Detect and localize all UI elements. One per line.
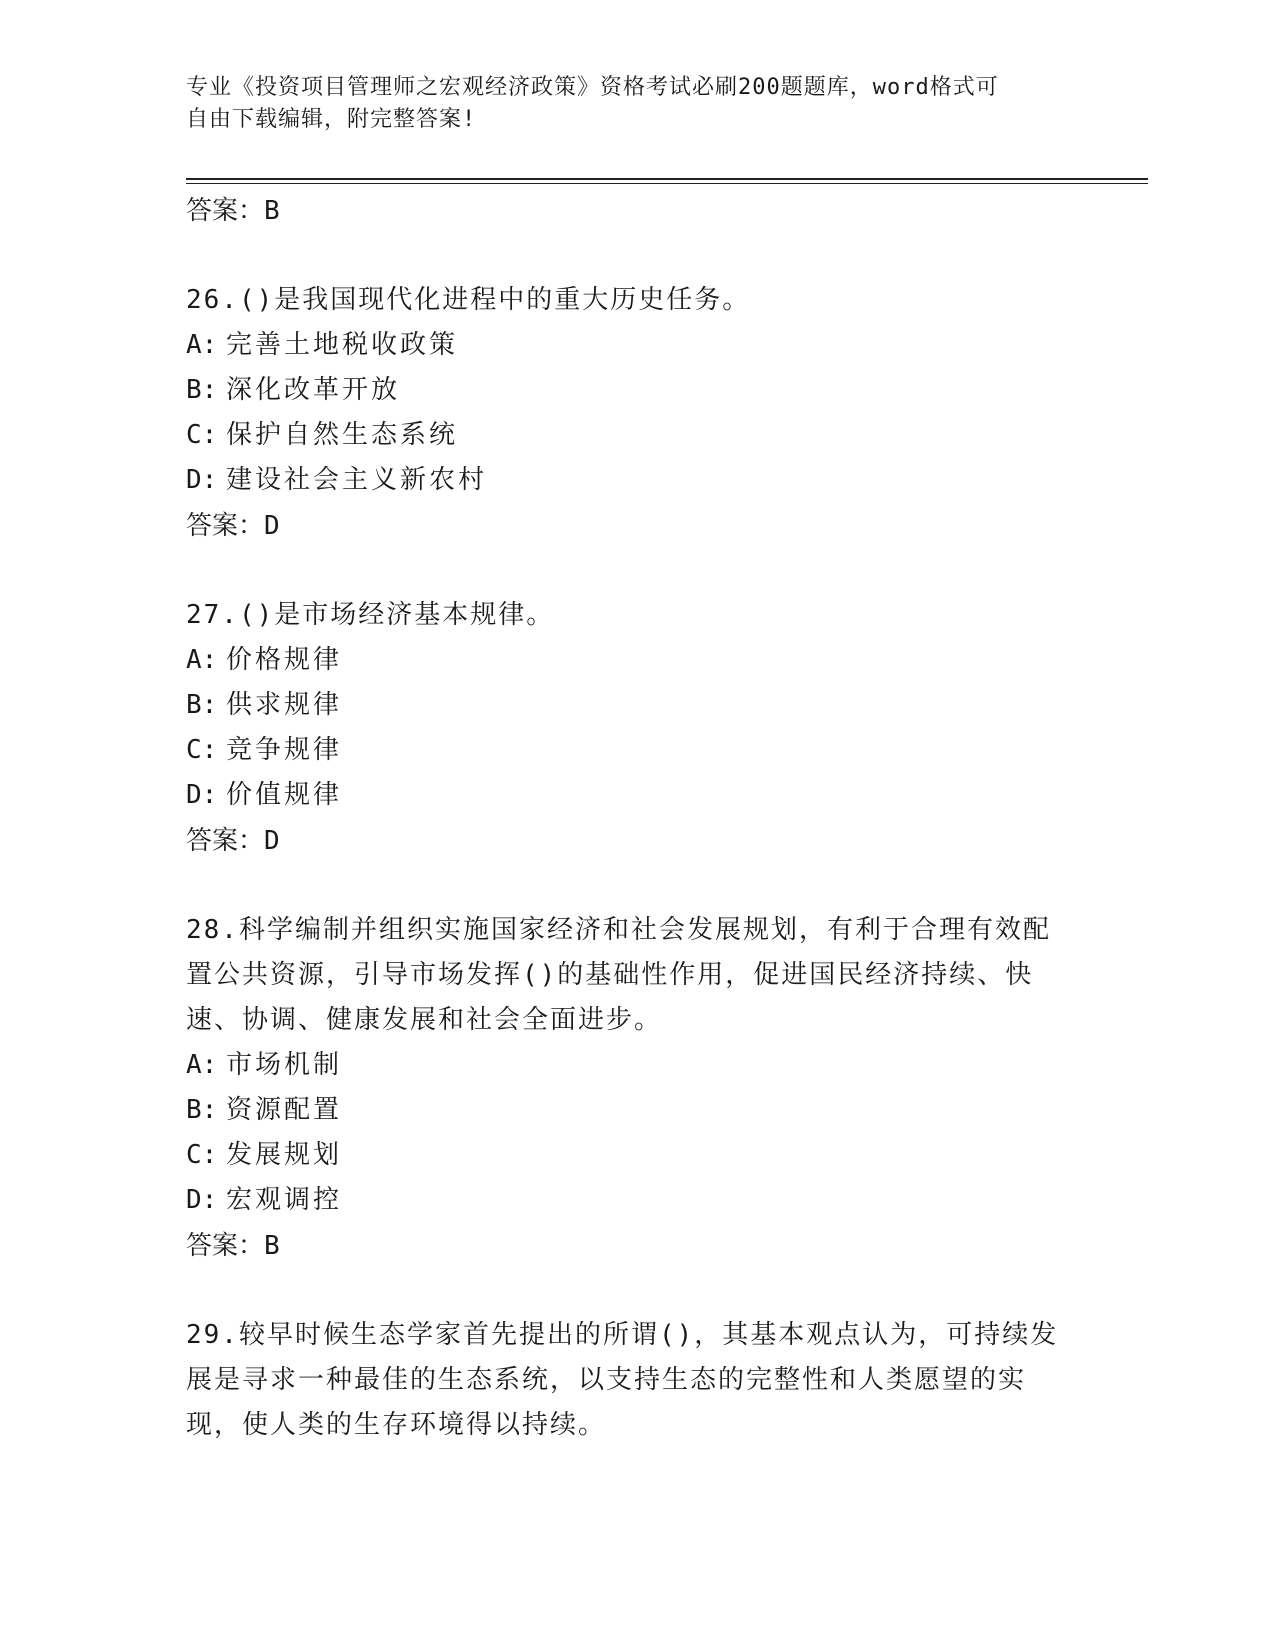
option-text: 价格规律 [226, 645, 343, 675]
question-stem [186, 278, 1086, 323]
question-line: 置公共资源，引导市场发挥()的基础性作用，促进国民经济持续、快 [186, 960, 1034, 990]
option-letter: A: [186, 645, 218, 675]
answer-label: 答案：B [186, 196, 280, 226]
answer-option [186, 1088, 1086, 1133]
option-text: 宏观调控 [226, 1185, 343, 1215]
option-letter: C: [186, 1140, 218, 1170]
option-letter: D: [186, 780, 218, 810]
document-header [186, 72, 1066, 136]
header-line: 自由下载编辑，附完整答案! [186, 107, 477, 132]
answer-option [186, 1178, 1086, 1223]
option-text: 竞争规律 [226, 735, 343, 765]
answer-option [186, 728, 1086, 773]
header-divider [186, 178, 1148, 180]
question-line: 26.()是我国现代化进程中的重大历史任务。 [186, 285, 751, 315]
option-text: 市场机制 [226, 1050, 343, 1080]
option-letter: D: [186, 465, 218, 495]
answer-option [186, 323, 1086, 368]
question-line: 现，使人类的生存环境得以持续。 [186, 1410, 607, 1440]
option-letter: B: [186, 690, 218, 720]
answer-option [186, 1133, 1086, 1178]
option-letter: C: [186, 420, 218, 450]
answer-option [186, 773, 1086, 818]
question-stem [186, 593, 1086, 638]
option-text: 保护自然生态系统 [226, 420, 459, 450]
option-text: 价值规律 [226, 780, 343, 810]
question-line: 27.()是市场经济基本规律。 [186, 600, 555, 630]
answer-option [186, 458, 1086, 503]
option-letter: A: [186, 330, 218, 360]
option-text: 建设社会主义新农村 [226, 465, 488, 495]
answer-label: 答案：B [186, 1231, 280, 1261]
question-line: 29.较早时候生态学家首先提出的所谓()，其基本观点认为，可持续发 [186, 1320, 1059, 1350]
option-text: 深化改革开放 [226, 375, 401, 405]
answer-label: 答案：D [186, 511, 280, 541]
question-line: 速、协调、健康发展和社会全面进步。 [186, 1005, 663, 1035]
header-line: 专业《投资项目管理师之宏观经济政策》资格考试必刷200题题库，word格式可 [186, 75, 999, 100]
answer-option [186, 1043, 1086, 1088]
document-body [186, 188, 1086, 1448]
option-text: 供求规律 [226, 690, 343, 720]
header-divider-thin [186, 183, 1148, 184]
answer-label: 答案：D [186, 826, 280, 856]
option-letter: D: [186, 1185, 218, 1215]
question-line: 展是寻求一种最佳的生态系统，以支持生态的完整性和人类愿望的实 [186, 1365, 1027, 1395]
option-text: 资源配置 [226, 1095, 343, 1125]
question-line: 28.科学编制并组织实施国家经济和社会发展规划，有利于合理有效配 [186, 915, 1051, 945]
option-letter: C: [186, 735, 218, 765]
option-letter: B: [186, 375, 218, 405]
option-text: 发展规划 [226, 1140, 343, 1170]
option-text: 完善土地税收政策 [226, 330, 459, 360]
answer-option [186, 638, 1086, 683]
question-stem [186, 1313, 1086, 1448]
question-stem [186, 908, 1086, 1043]
answer-option [186, 683, 1086, 728]
answer-option [186, 368, 1086, 413]
option-letter: B: [186, 1095, 218, 1125]
option-letter: A: [186, 1050, 218, 1080]
answer-option [186, 413, 1086, 458]
